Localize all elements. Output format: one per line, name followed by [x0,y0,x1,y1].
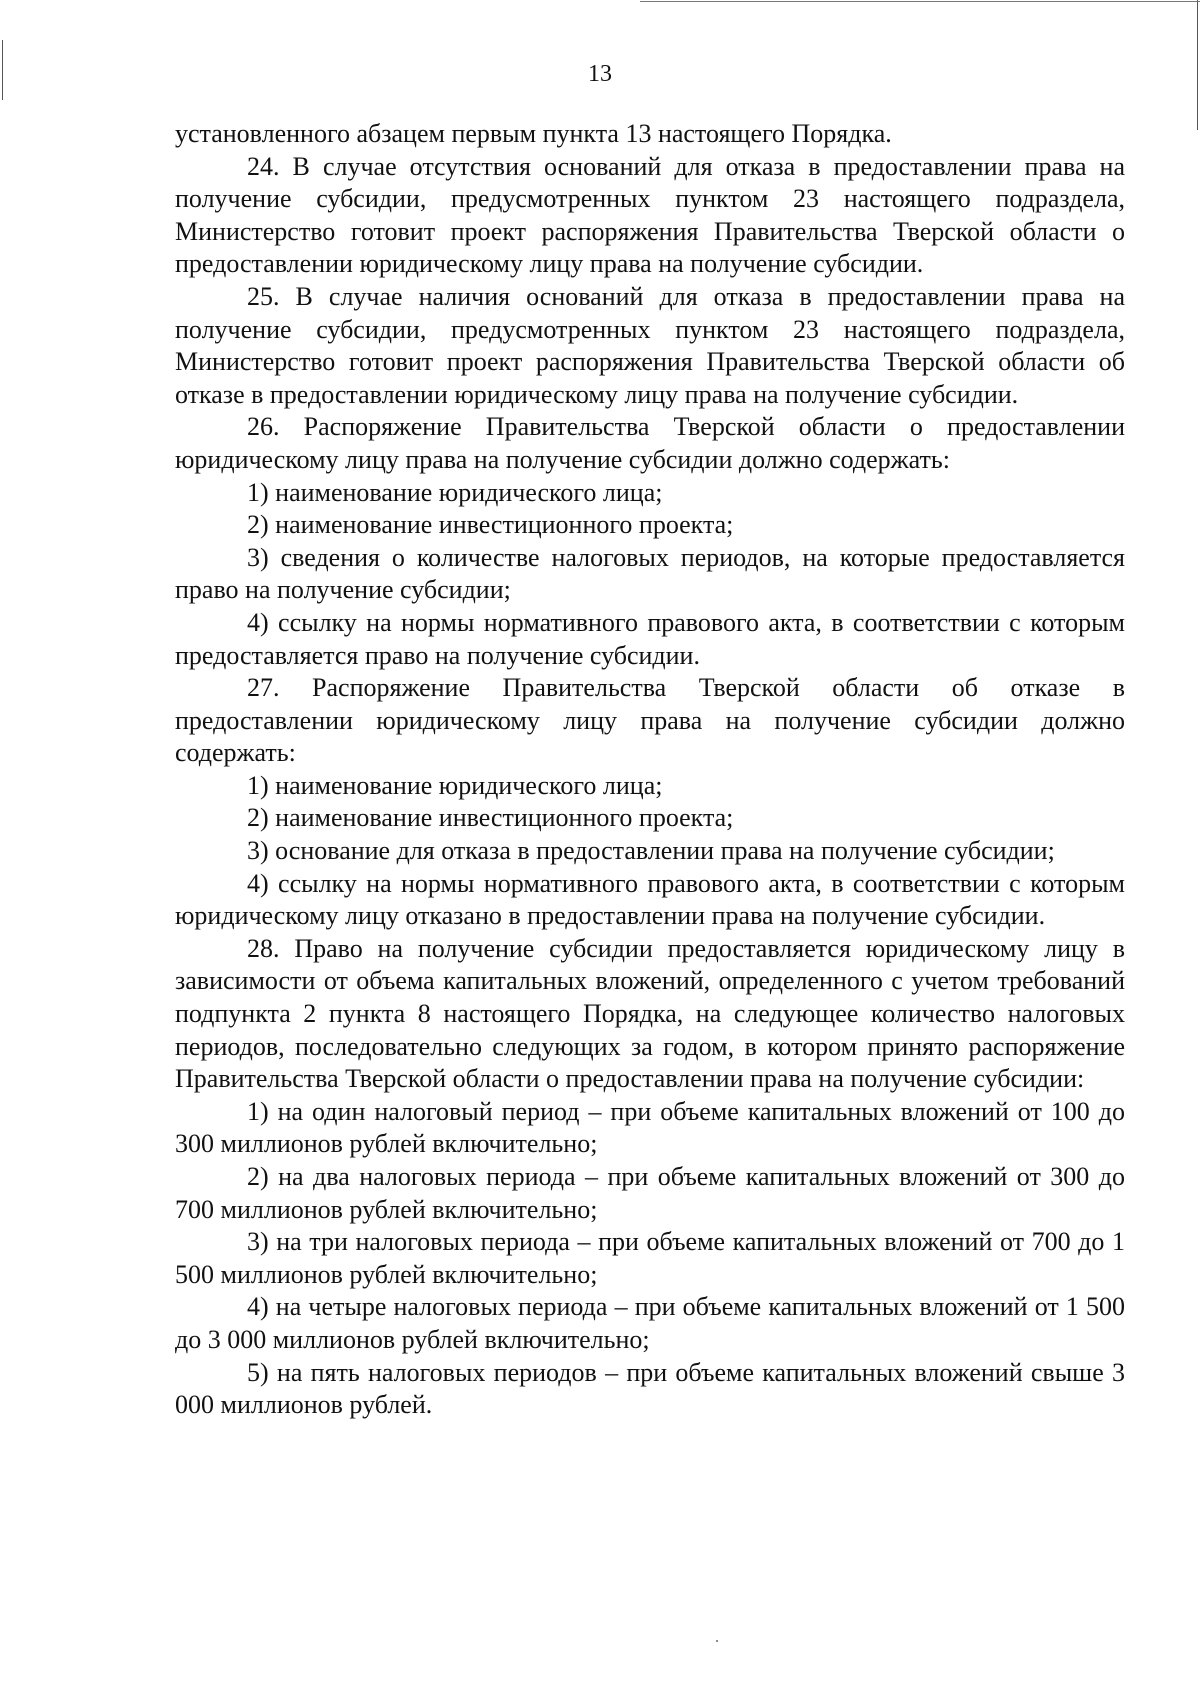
list-item-26-1: 1) наименование юридического лица; [247,477,663,507]
list-item-26-2: 2) наименование инвестиционного проекта; [247,510,734,540]
scan-dot [716,1640,718,1642]
list-item-26-4: 4) ссылку на нормы нормативного правового акта, в соответствии с которым предоставляется право на получение субсидии. [175,607,1125,670]
paragraph-25: 25. В случае наличия оснований для отказа в предоставлении права на получение субсидии, предусмотренных пунктом 23 настоящего подраздела, Министерство готовит проект распоряжения Правительства Тверской области об отказе в предоставлении юридическому лицу права на получение субсидии. [175,281,1125,409]
paragraph-continuation: установленного абзацем первым пункта 13 настоящего Порядка. [175,119,892,148]
page-number: 13 [588,61,612,87]
paragraph-26: 26. Распоряжение Правительства Тверской области о предоставлении юридическому лицу права на получение субсидии должно содержать: [175,412,1125,474]
list-item-28-5: 5) на пять налоговых периодов – при объеме капитальных вложений свыше 3 000 миллионов рублей. [175,1357,1125,1420]
scan-edge-top [640,1,1200,2]
paragraph-28: 28. Право на получение субсидии предоставляется юридическому лицу в зависимости от объема капитальных вложений, определенного с учетом требований подпункта 2 пункта 8 настоящего Порядка, на следующее количество налоговых периодов, последовательно следующих за годом, в котором принято распоряжение Правительства Тверской области о предоставлении права на получение субсидии: [175,933,1125,1094]
list-item-28-2: 2) на два налоговых периода – при объеме капитальных вложений от 300 до 700 миллионов рублей включительно; [175,1162,1125,1224]
list-item-26-3: 3) сведения о количестве налоговых периодов, на которые предоставляется право на получение субсидии; [175,542,1125,605]
list-item-27-2: 2) наименование инвестиционного проекта; [247,803,734,833]
list-item-27-4: 4) ссылку на нормы нормативного правового акта, в соответствии с которым юридическому лицу отказано в предоставлении права на получение субсидии. [175,868,1125,931]
list-item-28-4: 4) на четыре налоговых периода – при объеме капитальных вложений от 1 500 до 3 000 миллионов рублей включительно; [175,1292,1125,1354]
document-body [175,118,1125,1422]
list-item-27-1: 1) наименование юридического лица; [247,770,663,800]
list-item-28-3: 3) на три налоговых периода – при объеме капитальных вложений от 700 до 1 500 миллионов рублей включительно; [175,1227,1125,1289]
paragraph-27: 27. Распоряжение Правительства Тверской области об отказе в предоставлении юридическому лицу права на получение субсидии должно содержать: [175,673,1125,768]
paragraph-24: 24. В случае отсутствия оснований для отказа в предоставлении права на получение субсидии, предусмотренных пунктом 23 настоящего подраздела, Министерство готовит проект распоряжения Правительства Тверской области о предоставлении юридическому лицу права на получение субсидии. [175,151,1125,279]
list-item-27-3: 3) основание для отказа в предоставлении права на получение субсидии; [247,836,1055,866]
list-item-28-1: 1) на один налоговый период – при объеме капитальных вложений от 100 до 300 миллионов рублей включительно; [175,1096,1125,1159]
